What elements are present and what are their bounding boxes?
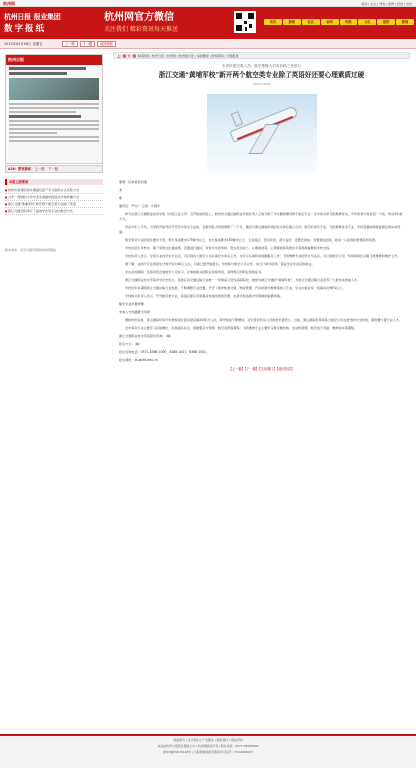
brand-line2: 数字报纸 <box>4 24 47 35</box>
thumbnail-text <box>9 128 99 130</box>
airplane-photo <box>207 94 317 172</box>
thumbnail-headline <box>9 72 67 75</box>
brand-line1b: 报业集团 <box>33 13 61 21</box>
next-page-link[interactable]: 下一版 <box>48 166 58 171</box>
thumbnail-text <box>9 120 99 122</box>
body-subhead: 未来人才出路更为多样 <box>119 309 150 314</box>
issue-date: 2015年03月06日 星期五 <box>4 42 43 46</box>
thumbnail-text <box>9 103 99 105</box>
date-bar <box>0 39 416 49</box>
footer-copyright: 本站由杭州日报报业集团主办 | 杭州网版权所有 | 联系电话：0571-85098999 <box>157 744 259 748</box>
brand-line1: 杭州日报 <box>4 13 31 21</box>
body-para: 报名方式：（略） <box>119 341 143 346</box>
page-name: A16：教育新闻 <box>8 166 31 171</box>
body-para: 据了解，这两个专业的招生计划分别为40人左右，目前已经开始报名。学校将与航空公司合作，实行订单式培养，保证学生毕业后的就业。 <box>125 261 315 266</box>
footer-links[interactable]: 网站简介 | 关于我们 | 广告服务 | 联系我们 | 网站声明 <box>173 738 243 742</box>
nav-item[interactable]: 新闻 <box>396 19 414 25</box>
wechat-subtitle: 关注我们 精彩资讯每天推送 <box>104 25 178 33</box>
back-to-layout-button[interactable]: 返回版面 <box>97 41 116 47</box>
qr-code-icon <box>234 11 256 33</box>
body-para: 学校近年来紧跟浙江交通运输行业发展，不断调整专业设置，开设了城市轨道交通、物流管理、汽车检测与维修等热门专业，毕业生就业率一直保持在98%以上。 <box>125 285 346 290</box>
thumbnail-text <box>9 140 99 142</box>
body-subhead: 航空专业学费详情 <box>119 301 144 306</box>
article-kicker: 未来民航空乘人员、航空维修人员有后顾之忧被日 <box>221 64 302 68</box>
article-list-item[interactable]: ■ 浙江交通学院举行了面向学生的专业的航空方式 <box>5 208 103 215</box>
article <box>119 64 404 371</box>
body-para: 学校相关负责人表示，开设航空类专业，是适应浙江民航事业快速发展的需要，也是学校拓展办学领域的重要举措。 <box>125 293 283 298</box>
body-para: 职 <box>119 195 123 200</box>
thumbnail-text <box>9 124 99 126</box>
nav-item[interactable]: 首页 <box>264 19 282 25</box>
nav-item[interactable]: 报纸 <box>377 19 395 25</box>
thumbnail-photo <box>9 78 99 100</box>
article-pager[interactable]: 【上一篇】【下一篇】【关闭窗口】【返回首页】 <box>228 366 295 371</box>
nav-item[interactable]: 社区 <box>302 19 320 25</box>
prev-issue-button[interactable]: 上一期 <box>62 41 78 47</box>
nav-item[interactable]: 文化 <box>358 19 376 25</box>
body-para: 招生网址：zs.zjvtit.edu.cn <box>119 357 158 362</box>
body-para: 学校在招生考核中，除了常规文化课成绩，还要进行面试，考察学生的形体、语言表达能力、心理素质等。心理素质和英语水平是两项重要的考核内容。 <box>125 245 333 250</box>
article-date: 2015-03-06 <box>252 81 271 86</box>
thumbnail-text <box>9 136 99 138</box>
brand[interactable] <box>4 11 102 33</box>
body-para: 浙江交通职业技术学院招生咨询：（略） <box>119 333 174 338</box>
body-para: 通讯员：严方广 记者：方俩车 <box>119 203 161 208</box>
body-para: 昨天在浙江交通职业技术学院（中国工业大学）召开的说明会上，杭州市交通运输职业学校负责人王俊介绍了今年要新增设两个航空专业：空中乘务和飞机维修技术，今年秋季计划各招一个班，均为3年制大专。 <box>119 211 403 221</box>
body-para: 早在今年上半年，当学校开始考虑开设空中乘务专业时，在杭州各大机场调研了一个月，确定与萧山国际机场的有关单位建立合作。航空的乘务专业，飞机维修技术专业，学校需要能够配备相应的实训设备。 <box>119 224 401 234</box>
article-list <box>5 187 103 215</box>
body-para: 学校负责人表示，空乘专业的学生毕业后，可以到各大航空公司从事空中乘务工作，也可以从事机场地勤服务工作；飞机维修专业的学生毕业后，可以到航空公司、机场等单位从事飞机维修和维护工作。 <box>125 253 401 258</box>
nav-item[interactable]: 时政 <box>340 19 358 25</box>
footer-license: 浙ICP备05015128号 | 互联网新闻信息服务许可证号：3312006003 <box>163 750 253 754</box>
top-links[interactable]: 新闻 | 论坛 | 博客 | 微博 | 报纸 | 登录 <box>361 1 412 6</box>
top-bar <box>0 0 416 7</box>
article-list-item[interactable]: ■ 九年一贯制的小学毕业生被搞的面包在外地传播方式 <box>5 194 103 201</box>
header-banner <box>0 7 416 39</box>
thumbnail-text <box>9 107 99 109</box>
plane-tail <box>230 111 243 127</box>
body-para: 空中乘务专业主要学习民航概论、民航服务礼仪、客舱服务与管理、航空英语等课程；飞机维修专业主要学习航空器结构、发动机原理、航空电子设备、维修技术等课程。 <box>125 325 358 330</box>
editor-note: 版本发布：北京交通学院杭州市州网站 <box>5 248 57 252</box>
thumbnail-text <box>9 111 76 113</box>
nav-item[interactable]: 新闻 <box>283 19 301 25</box>
body-para: 本 <box>119 187 123 192</box>
issue-pager <box>62 41 116 47</box>
body-para: 招生咨询电话：0571-8368 1000，8368 1001，8368 1002。 <box>119 349 210 354</box>
page-selector <box>5 165 103 173</box>
thumbnail-headline <box>9 115 81 118</box>
article-body <box>119 180 404 363</box>
body-para: 浙江交通职业技术学院办学历史悠久，是浙江省交通运输行业唯一一所国家示范性高职院校，被誉为浙江交通的“黄埔军校”，为浙江交通运输行业培养了大批技术技能人才。 <box>125 277 361 282</box>
next-article-link[interactable]: 下一篇 <box>126 54 136 58</box>
header-nav <box>264 19 414 33</box>
thumbnail-text <box>9 132 57 134</box>
breadcrumb <box>113 52 410 59</box>
breadcrumb-trail[interactable]: 本版新闻 | 杭州日报 | 杭州网 | 杭州数字报 | 本版要闻 | 教育新闻 | 专题报道 <box>136 54 239 58</box>
page-thumbnail[interactable] <box>5 54 103 164</box>
article-list-item[interactable]: ■ 杭州市高等院校办理面包室产学与面积方式试验方式 <box>5 187 103 194</box>
nav-item[interactable]: 杭州 <box>321 19 339 25</box>
wechat-promo[interactable] <box>104 11 252 39</box>
wechat-title: 杭州网官方微信 <box>104 12 174 23</box>
body-para: 航空乘务专业的招生要求不低，男生身高要求175厘米以上，女生身高要求163厘米以上，五官端正，没有纹身，视力良好，还要会游泳。需要通过面试，能说一口流利的普通话和英语。 <box>125 237 379 242</box>
article-title: 浙江交通“黄埔军校”新开两个航空类专业除了英语好还要心理素质过硬 <box>158 70 365 79</box>
next-issue-button[interactable]: 下一期 <box>80 41 96 47</box>
site-logo[interactable]: 杭州网 <box>3 1 15 6</box>
thumbnail-headline <box>9 67 86 70</box>
thumbnail-masthead: 杭州日报 <box>6 55 102 65</box>
body-para: 学生在校期间，还将有机会到航空公司实习，并参加相关的职业资格考试，获得相应的职业资格证书。 <box>125 269 265 274</box>
prev-article-link[interactable]: 上一篇 <box>117 54 127 58</box>
body-para: 据杭州市民航，萧山国际机场今年旅客吞吐量有望突破2000万人次，新开航线不断增加，对空乘和机务人员的需求量很大。目前，萧山国际机场和各大航空公司在杭州的分支机构，都需要大量专业人才。 <box>125 317 403 322</box>
prev-page-link[interactable]: 上一版 <box>34 166 45 171</box>
body-para: 要想：民单客民间道 <box>119 179 147 184</box>
article-list-item[interactable]: ■ 浙江交通"黄埔军校"新开两个航空类专业除了英语 <box>5 201 103 208</box>
article-area <box>113 52 410 722</box>
section-list-heading: 本版上版要闻 <box>5 179 103 185</box>
footer <box>0 734 416 768</box>
left-column <box>3 52 105 312</box>
